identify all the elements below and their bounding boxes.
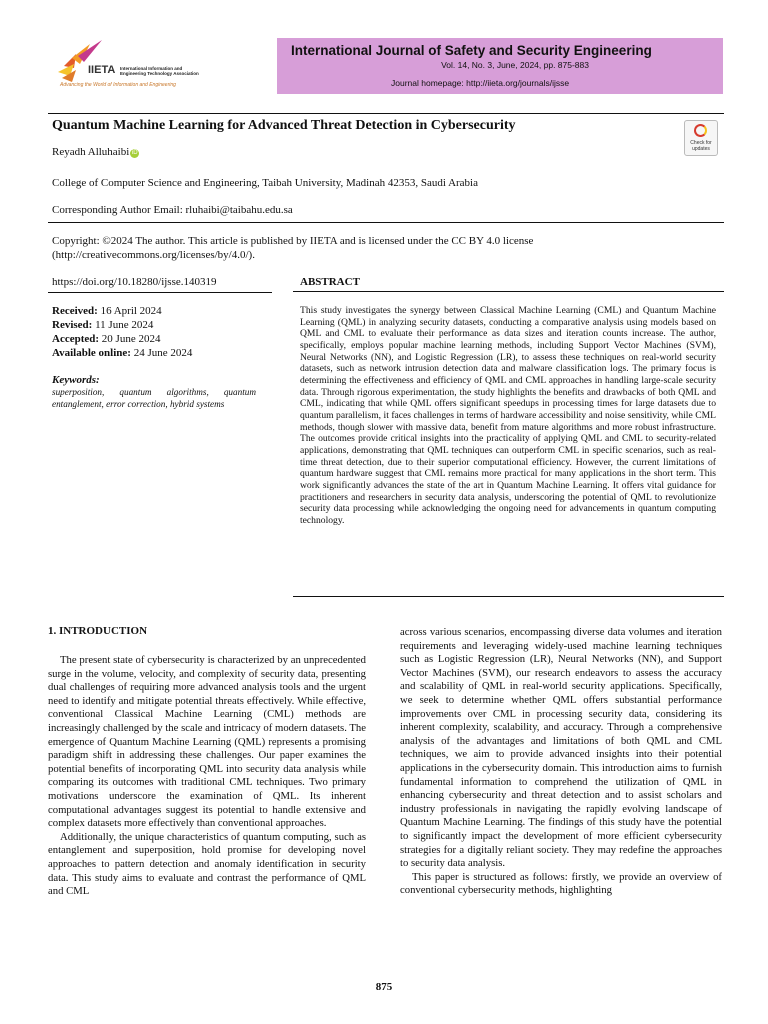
accepted-label: Accepted:: [52, 333, 100, 345]
received-label: Received:: [52, 305, 98, 317]
copyright-line1: Copyright: ©2024 The author. This article is published by IIETA and is licensed under the CC BY 4.0 license: [52, 235, 534, 247]
check-for-updates-label: Check for updates: [690, 140, 712, 152]
page-number: 875: [375, 981, 393, 993]
author-name: Reyadh Alluhaibi: [52, 146, 130, 158]
meta-rule: [48, 222, 724, 223]
abstract-rule-bottom: [293, 596, 724, 597]
check-for-updates-button[interactable]: [684, 120, 718, 156]
body-column-right: [400, 626, 722, 898]
journal-homepage[interactable]: Journal homepage: http://iieta.org/journals/ijsse: [391, 78, 570, 88]
online-date: 24 June 2024: [133, 347, 193, 359]
publisher-tagline: Advancing the World of Information and Engineering: [60, 82, 176, 88]
keywords-heading: Keywords:: [52, 374, 100, 386]
corresponding-email: Corresponding Author Email: rluhaibi@taibahu.edu.sa: [52, 204, 293, 216]
crossmark-icon: [694, 124, 707, 137]
keywords-text: superposition, quantum algorithms, quantum entanglement, error correction, hybrid systems: [52, 387, 256, 409]
accepted-date: 20 June 2024: [101, 333, 161, 345]
abstract-heading: ABSTRACT: [300, 276, 360, 288]
online-label: Available online:: [52, 347, 131, 359]
publisher-org-line2: Engineering Technology Association: [120, 71, 199, 76]
author-line: [52, 146, 139, 158]
revised-date: 11 June 2024: [95, 319, 154, 331]
intro-paragraph-2: Additionally, the unique characteristics of quantum computing, such as entanglement and superposition, hold promise for developing novel approaches to pattern detection and anomaly identification in security data. This study aims to evaluate and contrast the performance of QML and CML: [48, 830, 366, 898]
copyright-line2[interactable]: (http://creativecommons.org/licenses/by/4.0/).: [52, 249, 255, 261]
journal-volume: Vol. 14, No. 3, June, 2024, pp. 875-883: [441, 60, 589, 70]
journal-title: International Journal of Safety and Security Engineering: [291, 43, 652, 58]
article-dates: [52, 304, 192, 360]
journal-header: [277, 38, 723, 94]
publisher-org-name: [120, 66, 290, 76]
publisher-logo-name: IIETA: [88, 64, 116, 76]
body-column-left: [48, 654, 366, 899]
publisher-org-line1: International Information and: [120, 66, 183, 71]
doi-rule: [48, 292, 272, 293]
article-title: Quantum Machine Learning for Advanced Threat Detection in Cybersecurity: [52, 118, 516, 133]
copyright-notice: [52, 234, 672, 262]
intro-paragraph-4: This paper is structured as follows: firstly, we provide an overview of conventional cybersecurity methods, highlighting: [400, 870, 722, 897]
received-date: 16 April 2024: [100, 305, 162, 317]
abstract-text: This study investigates the synergy between Classical Machine Learning (CML) and Quantum Machine Learning (QML) in analyzing security datasets, conducting a comparative analysis using models based on QML and CML to evaluate their performance as data sizes and iteration counts increase. The author, specifically, employs popular machine learning methods, including Support Vector Machines (SVM), Neural Networks (NN), and Logistic Regression (LR), to assess these techniques on real-world security datasets, such as network intrusion detection data and malware classification logs. The primary focus is determining the effectiveness and efficiency of QML and CML approaches in handling large-scale security data. Through rigorous experimentation, the study highlights the benefits and drawbacks of both QML and CML, indicating that while QML offers significant speedups in processing times for large datasets due to quantum parallelism, it faces challenges in terms of hardware accessibility and noise sensitivity, while CML methods, though slower with massive data, benefit from mature algorithms and more robust infrastructure. The outcomes provide critical insights into the practicality of applying QML and CML to security-related applications, demonstrating that QML techniques can outperform CML in specific scenarios, such as real-time threat detection, due to their superior computational efficiency. However, the current limitations of quantum hardware suggest that CML remains more practical for many applications in the short term. This work significantly advances the state of the art in Quantum Machine Learning. It offers vital guidance for practitioners and researchers in security data analysis, underscoring the potential of QML to revolutionize security data processing while acknowledging the ongoing need for advancements in quantum computing technology.: [300, 305, 716, 526]
introduction-heading: 1. INTRODUCTION: [48, 625, 148, 637]
intro-paragraph-1: The present state of cybersecurity is characterized by an unprecedented surge in the volume, velocity, and complexity of security data, presenting dual challenges of requiring more advanced analysis tools and the urgent need to identify and mitigate potential threats effectively. While effective, conventional Classical Machine Learning (CML) methods are increasingly challenged by the scale and intricacy of modern datasets. The emergence of Quantum Machine Learning (QML) represents a promising paradigm shift in addressing these challenges. Our paper examines the potential benefits of incorporating QML into security data analysis while comparing its outcomes with traditional CML techniques. Two primary motivations underscore the examination of QML. Its inherent computational advantages suggest its potential to handle extensive and complex datasets more effectively than conventional approaches.: [48, 654, 366, 830]
intro-paragraph-3: across various scenarios, encompassing diverse data volumes and iteration requirements and leveraging widely-used machine learning techniques such as Logistic Regression (LR), Neural Networks (NN), and Support Vector Machines (SVM), our research endeavors to assess the accuracy and scalability of QML in real-world security applications. Specifically, we seek to determine whether QML offers substantial performance improvements over CML in processing security data, considering its inherent complexity, scalability, and accuracy. Through a comprehensive analysis of the advantages and limitations of both QML and CML techniques, we aim to provide advanced insights into their potential applications in the cybersecurity domain. This introduction aims to furnish fundamental information to comprehend the utilization of QML in enhancing cybersecurity and threat detection and to assist scholars and industry professionals in navigating the rapidly evolving landscape of Quantum Machine Learning. The findings of this study have the potential to significantly impact the development of more efficient cybersecurity strategies for a digitally reliant society. They may redefine the approaches to security data analysis.: [400, 626, 722, 870]
revised-label: Revised:: [52, 319, 93, 331]
doi-link[interactable]: https://doi.org/10.18280/ijsse.140319: [52, 276, 217, 288]
affiliation: College of Computer Science and Engineering, Taibah University, Madinah 42353, Saudi Arabia: [52, 177, 478, 189]
abstract-rule-top: [293, 291, 724, 292]
header-rule: [48, 113, 724, 114]
orcid-icon[interactable]: iD: [131, 150, 138, 156]
